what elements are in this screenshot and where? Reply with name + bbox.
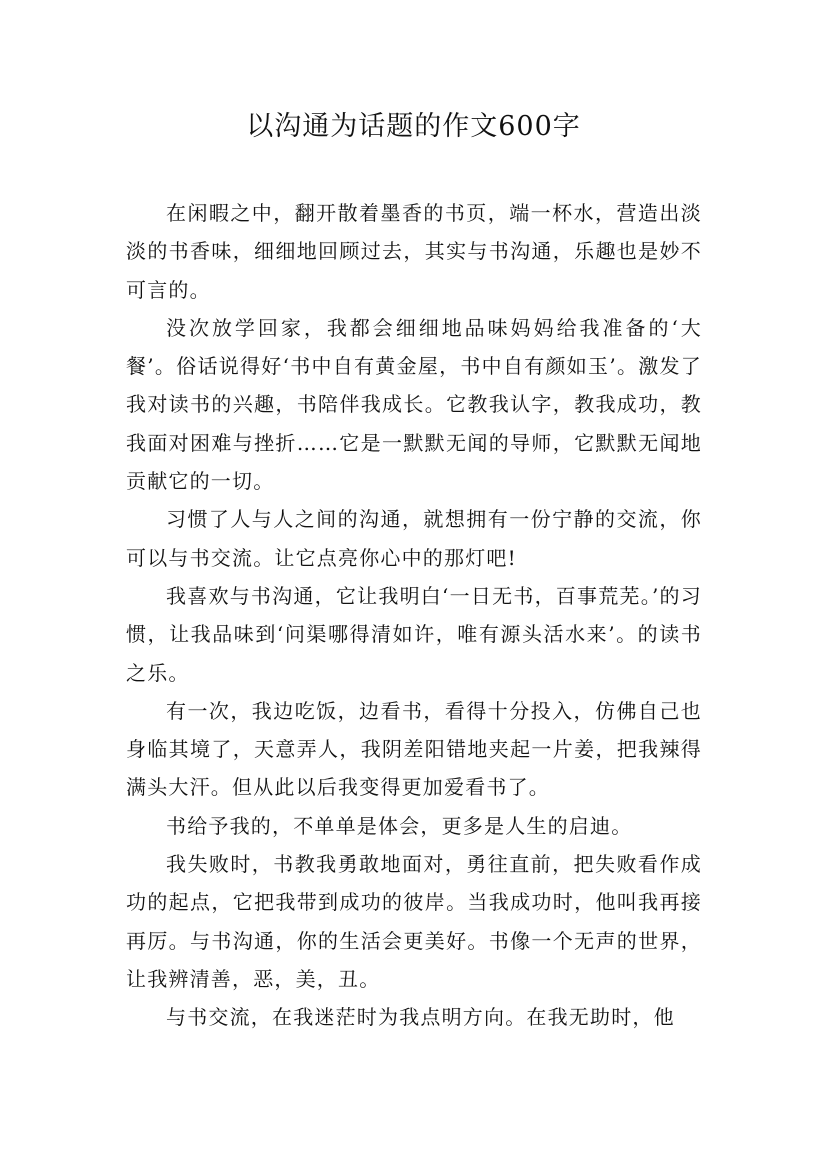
paragraph: 我失败时，书教我勇敢地面对，勇往直前，把失败看作成功的起点，它把我带到成功的彼岸。当我成功时，他叫我再接再厉。与书沟通，你的生活会更美好。书像一个无声的世界，让我辨清善，恶，美，丑。: [126, 852, 702, 991]
paragraph: 我喜欢与书沟通，它让我明白‘一日无书，百事荒芜。’的习惯，让我品味到‘问渠哪得清如许，唯有源头活水来’。的读书之乐。: [126, 583, 702, 685]
document-title: 以沟通为话题的作文600字: [246, 111, 581, 142]
paragraph: 与书交流，在我迷茫时为我点明方向。在我无助时，他: [166, 1005, 675, 1030]
paragraph: 在闲暇之中，翻开散着墨香的书页，端一杯水，营造出淡淡的书香味，细细地回顾过去，其实与书沟通，乐趣也是妙不可言的。: [126, 201, 702, 302]
document-body: [126, 194, 702, 1037]
paragraph: 习惯了人与人之间的沟通，就想拥有一份宁静的交流，你可以与书交流。让它点亮你心中的那灯吧!: [126, 507, 702, 570]
paragraph: 有一次，我边吃饭，边看书，看得十分投入，仿佛自己也身临其境了，天意弄人，我阴差阳错地夹起一片姜，把我辣得满头大汗。但从此以后我变得更加爱看书了。: [126, 698, 702, 800]
paragraph: 没次放学回家，我都会细细地品味妈妈给我准备的‘大餐’。俗话说得好‘书中自有黄金屋，书中自有颜如玉’。激发了我对读书的兴趣，书陪伴我成长。它教我认字，教我成功，教我面对困难与挫折……它是一默默无闻的导师，它默默无闻地贡献它的一切。: [126, 315, 702, 494]
paragraph: 书给予我的，不单单是体会，更多是人生的启迪。: [166, 813, 633, 838]
